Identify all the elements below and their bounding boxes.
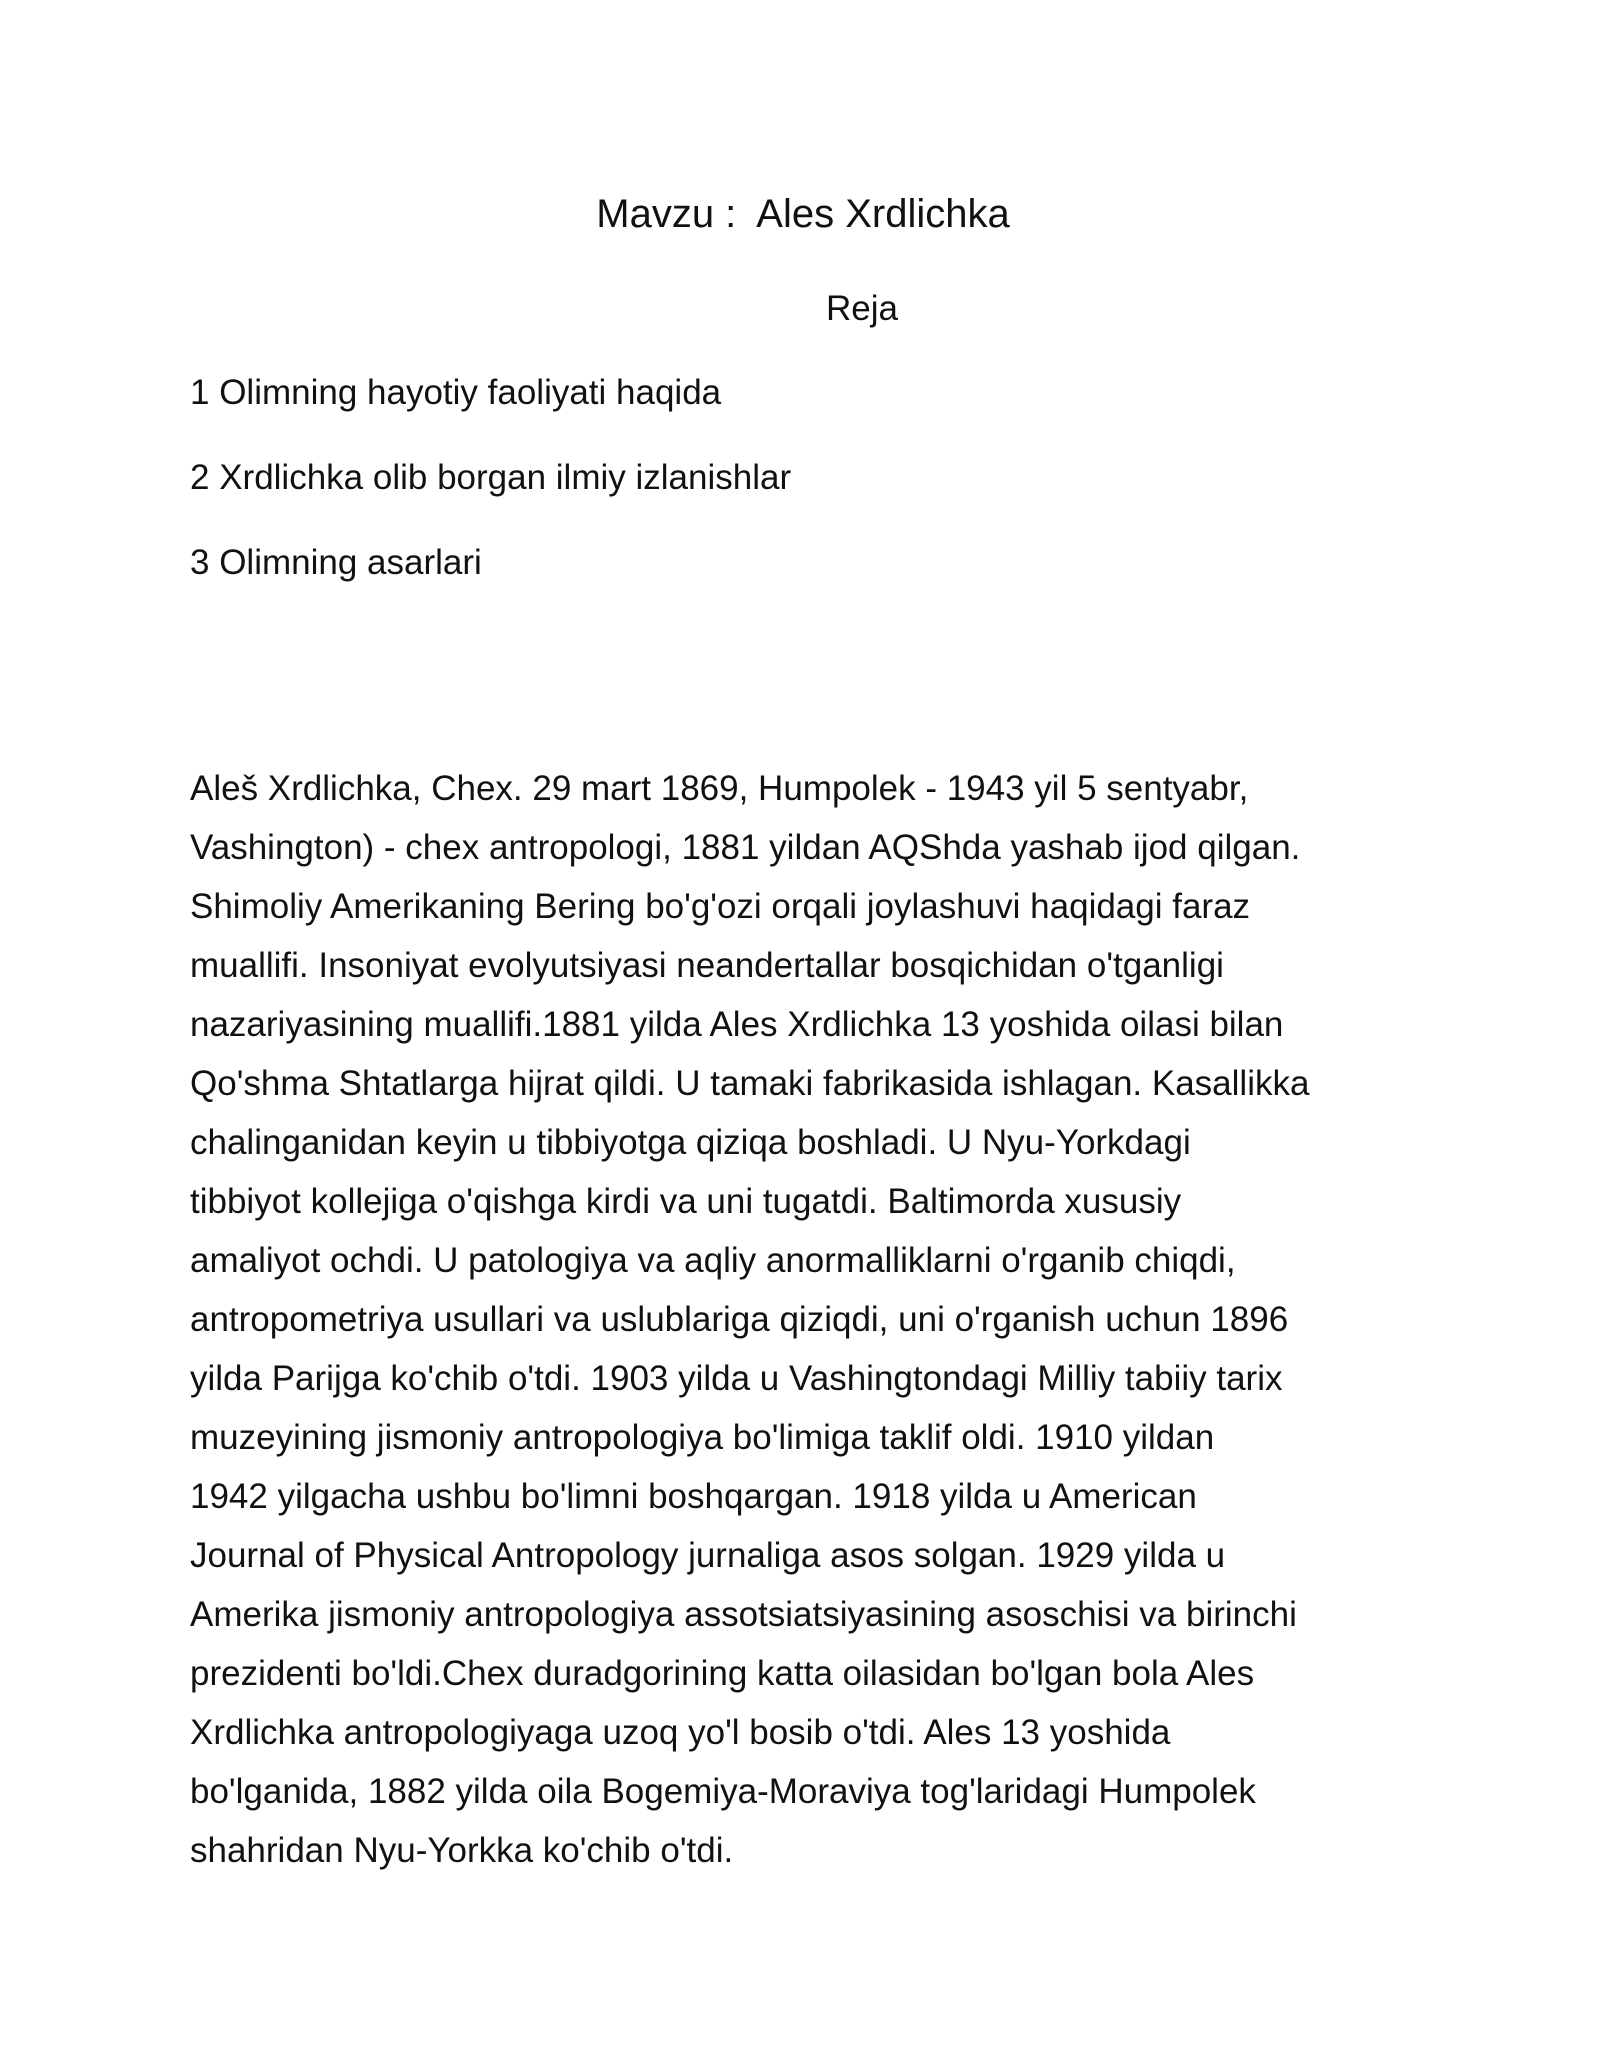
document-title: Mavzu : Ales Xrdlichka [596,192,1010,236]
body-line: muzeyining jismoniy antropologiya bo'limiga taklif oldi. 1910 yildan [190,1418,1215,1457]
body-line: Aleš Xrdlichka, Chex. 29 mart 1869, Humpolek - 1943 yil 5 sentyabr, [190,769,1249,808]
body-line: nazariyasining muallifi.1881 yilda Ales Xrdlichka 13 yoshida oilasi bilan [190,1005,1284,1044]
body-line: bo'lganida, 1882 yilda oila Bogemiya-Moraviya tog'laridagi Humpolek [190,1772,1256,1811]
body-paragraph [190,759,1450,1880]
body-line: Amerika jismoniy antropologiya assotsiatsiyasining asoschisi va birinchi [190,1595,1297,1634]
plan-heading: Reja [826,289,898,328]
body-line: yilda Parijga ko'chib o'tdi. 1903 yilda u Vashingtondagi Milliy tabiiy tarix [190,1359,1283,1398]
body-line: Qo'shma Shtatlarga hijrat qildi. U tamaki fabrikasida ishlagan. Kasallikka [190,1064,1310,1103]
plan-item: 1 Olimning hayotiy faoliyati haqida [190,373,722,412]
plan-item: 2 Xrdlichka olib borgan ilmiy izlanishlar [190,458,792,497]
body-line: prezidenti bo'ldi.Chex duradgorining katta oilasidan bo'lgan bola Ales [190,1654,1255,1693]
body-line: Vashington) - chex antropologi, 1881 yildan AQShda yashab ijod qilgan. [190,828,1301,867]
plan-item: 3 Olimning asarlari [190,543,482,582]
body-line: tibbiyot kollejiga o'qishga kirdi va uni tugatdi. Baltimorda xususiy [190,1182,1182,1221]
body-line: Shimoliy Amerikaning Bering bo'g'ozi orqali joylashuvi haqidagi faraz [190,887,1251,926]
body-line: shahridan Nyu-Yorkka ko'chib o'tdi. [190,1831,734,1870]
body-line: amaliyot ochdi. U patologiya va aqliy anormalliklarni o'rganib chiqdi, [190,1241,1236,1280]
body-line: antropometriya usullari va uslublariga qiziqdi, uni o'rganish uchun 1896 [190,1300,1289,1339]
body-line: 1942 yilgacha ushbu bo'limni boshqargan. 1918 yilda u American [190,1477,1197,1516]
body-line: Journal of Physical Antropology jurnaliga asos solgan. 1929 yilda u [190,1536,1226,1575]
plan-list [190,370,791,625]
body-line: Xrdlichka antropologiyaga uzoq yo'l bosib o'tdi. Ales 13 yoshida [190,1713,1171,1752]
body-line: chalinganidan keyin u tibbiyotga qiziqa boshladi. U Nyu-Yorkdagi [190,1123,1191,1162]
body-line: muallifi. Insoniyat evolyutsiyasi neandertallar bosqichidan o'tganligi [190,946,1224,985]
